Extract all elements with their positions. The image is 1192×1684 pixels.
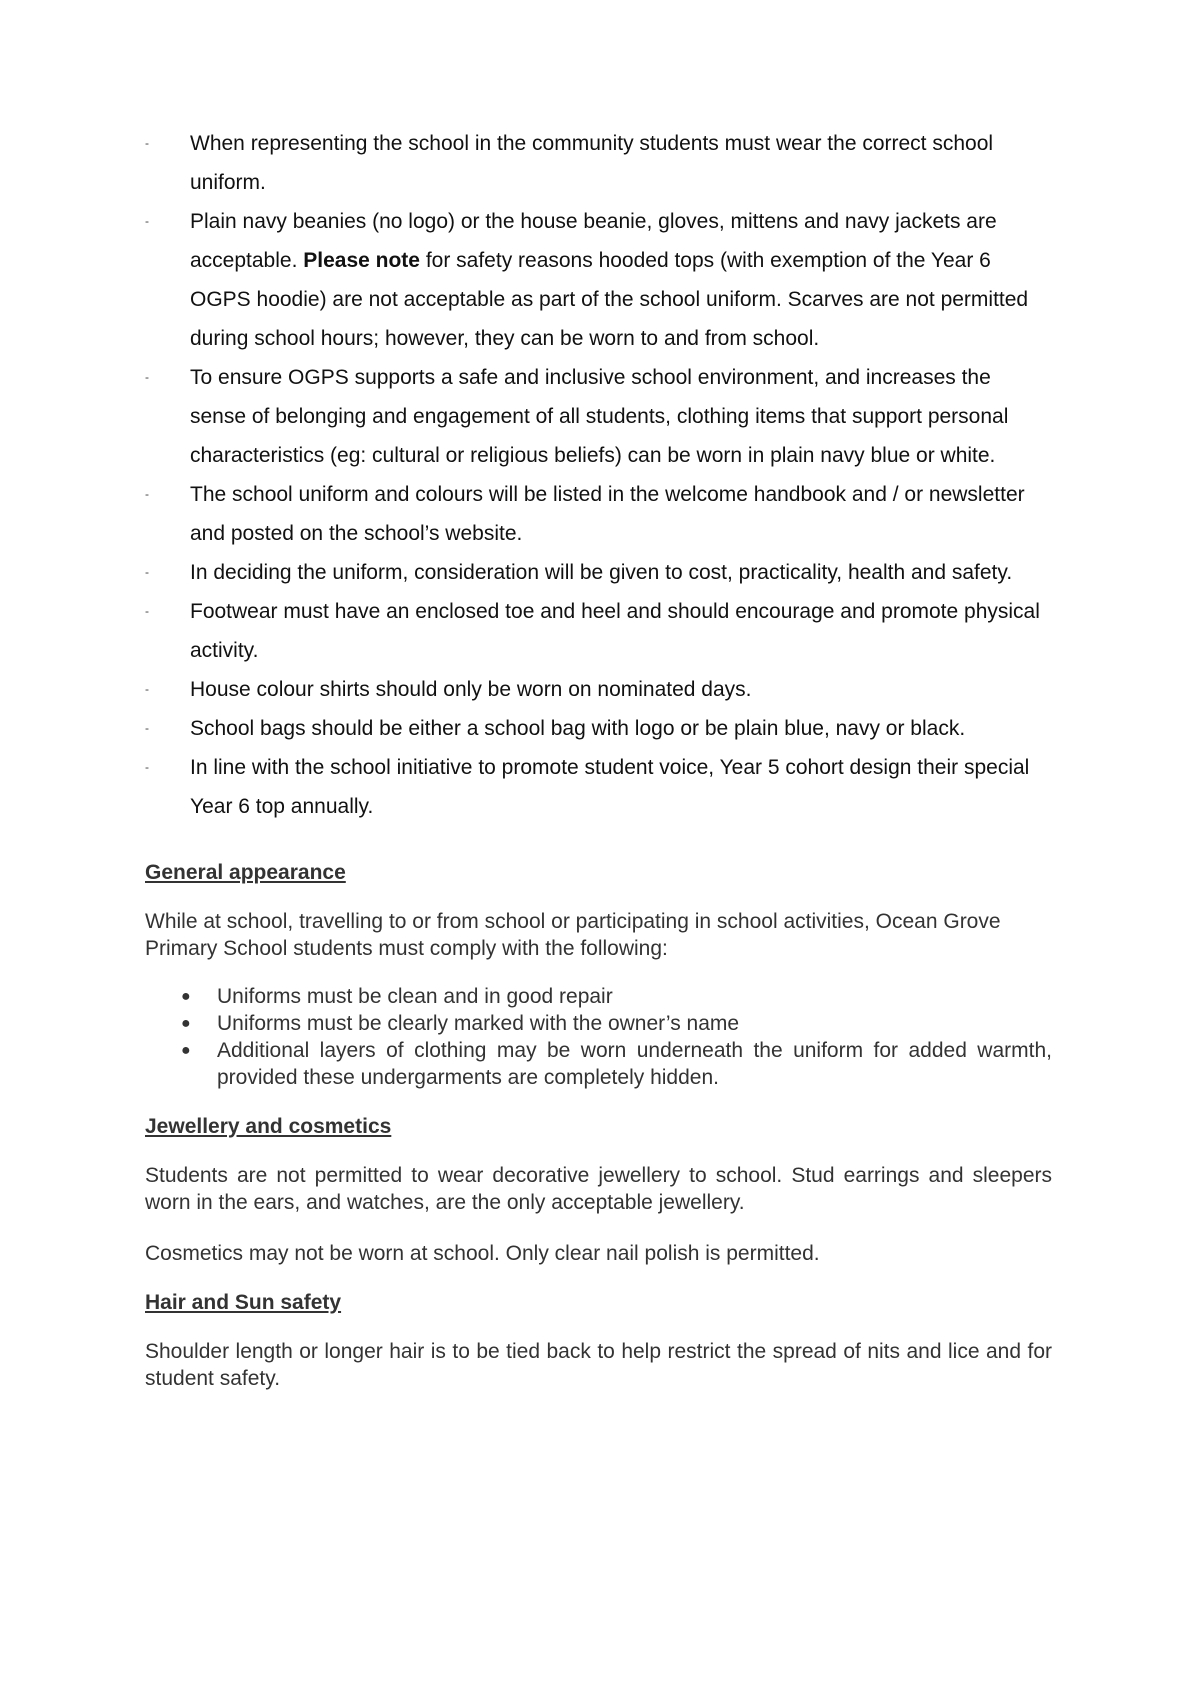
dash-marker: - (145, 487, 149, 501)
list-item (145, 1010, 1052, 1037)
jewellery-heading: Jewellery and cosmetics (145, 1115, 392, 1138)
bullet-icon: ● (181, 1015, 191, 1032)
list-item (145, 709, 1052, 748)
general-appearance-intro: While at school, travelling to or from school or participating in school activities, Ocean Grove Primary School students must comply with the following: (145, 910, 1001, 960)
jewellery-paragraph: Students are not permitted to wear decorative jewellery to school. Stud earrings and sleepers worn in the ears, and watches, are the only acceptable jewellery. (145, 1164, 1052, 1214)
list-item (145, 202, 1052, 358)
general-appearance-heading: General appearance (145, 861, 346, 884)
list-item-text: House colour shirts should only be worn on nominated days. (190, 678, 752, 701)
list-item-text: In deciding the uniform, consideration will be given to cost, practicality, health and safety. (190, 561, 1013, 584)
dash-marker: - (145, 760, 149, 774)
dash-marker: - (145, 214, 149, 228)
list-item-text: In line with the school initiative to promote student voice, Year 5 cohort design their special Year 6 top annually. (190, 756, 1030, 818)
list-item (145, 1037, 1052, 1091)
dash-marker: - (145, 370, 149, 384)
list-item (145, 358, 1052, 475)
dash-marker: - (145, 136, 149, 150)
uniform-rules-list (145, 124, 1052, 826)
list-item-text: To ensure OGPS supports a safe and inclusive school environment, and increases the sense of belonging and engagement of all students, clothing items that support personal characteristics (eg: cultural or religious beliefs) can be worn in plain navy blue or white. (190, 366, 1009, 467)
dash-marker: - (145, 565, 149, 579)
hair-sun-heading: Hair and Sun safety (145, 1291, 342, 1314)
bullet-icon: ● (181, 1042, 191, 1059)
list-item (145, 553, 1052, 592)
dash-marker: - (145, 604, 149, 618)
list-item-text-pre: Plain navy beanies (no logo) or the house beanie, gloves, mittens and navy jackets are acceptable. (190, 210, 997, 272)
general-appearance-bullets (145, 983, 1052, 1091)
list-item (145, 475, 1052, 553)
list-item (145, 592, 1052, 670)
list-item-text: When representing the school in the community students must wear the correct school uniform. (190, 132, 994, 194)
list-item-text: Footwear must have an enclosed toe and heel and should encourage and promote physical activity. (190, 600, 1040, 662)
bullet-icon: ● (181, 988, 191, 1005)
cosmetics-paragraph: Cosmetics may not be worn at school. Only clear nail polish is permitted. (145, 1242, 820, 1265)
list-item (145, 124, 1052, 202)
list-item-text: Additional layers of clothing may be worn underneath the uniform for added warmth, provided these undergarments are completely hidden. (217, 1039, 1052, 1089)
dash-marker: - (145, 682, 149, 696)
list-item-text: School bags should be either a school bag with logo or be plain blue, navy or black. (190, 717, 966, 740)
hair-paragraph: Shoulder length or longer hair is to be tied back to help restrict the spread of nits and lice and for student safety. (145, 1340, 1052, 1390)
dash-marker: - (145, 721, 149, 735)
please-note-emphasis: Please note (303, 249, 420, 272)
document-page (145, 124, 1052, 1392)
list-item-text: The school uniform and colours will be listed in the welcome handbook and / or newsletter and posted on the school’s website. (190, 483, 1025, 545)
list-item (145, 670, 1052, 709)
list-item-text-post: for safety reasons hooded tops (with exemption of the Year 6 OGPS hoodie) are not acceptable as part of the school uniform. Scarves are not permitted during school hours; however, they can be worn to and from school. (190, 249, 1029, 350)
list-item (145, 748, 1052, 826)
list-item-text: Uniforms must be clearly marked with the owner’s name (217, 1012, 740, 1035)
list-item (145, 983, 1052, 1010)
list-item-text: Uniforms must be clean and in good repair (217, 985, 613, 1008)
